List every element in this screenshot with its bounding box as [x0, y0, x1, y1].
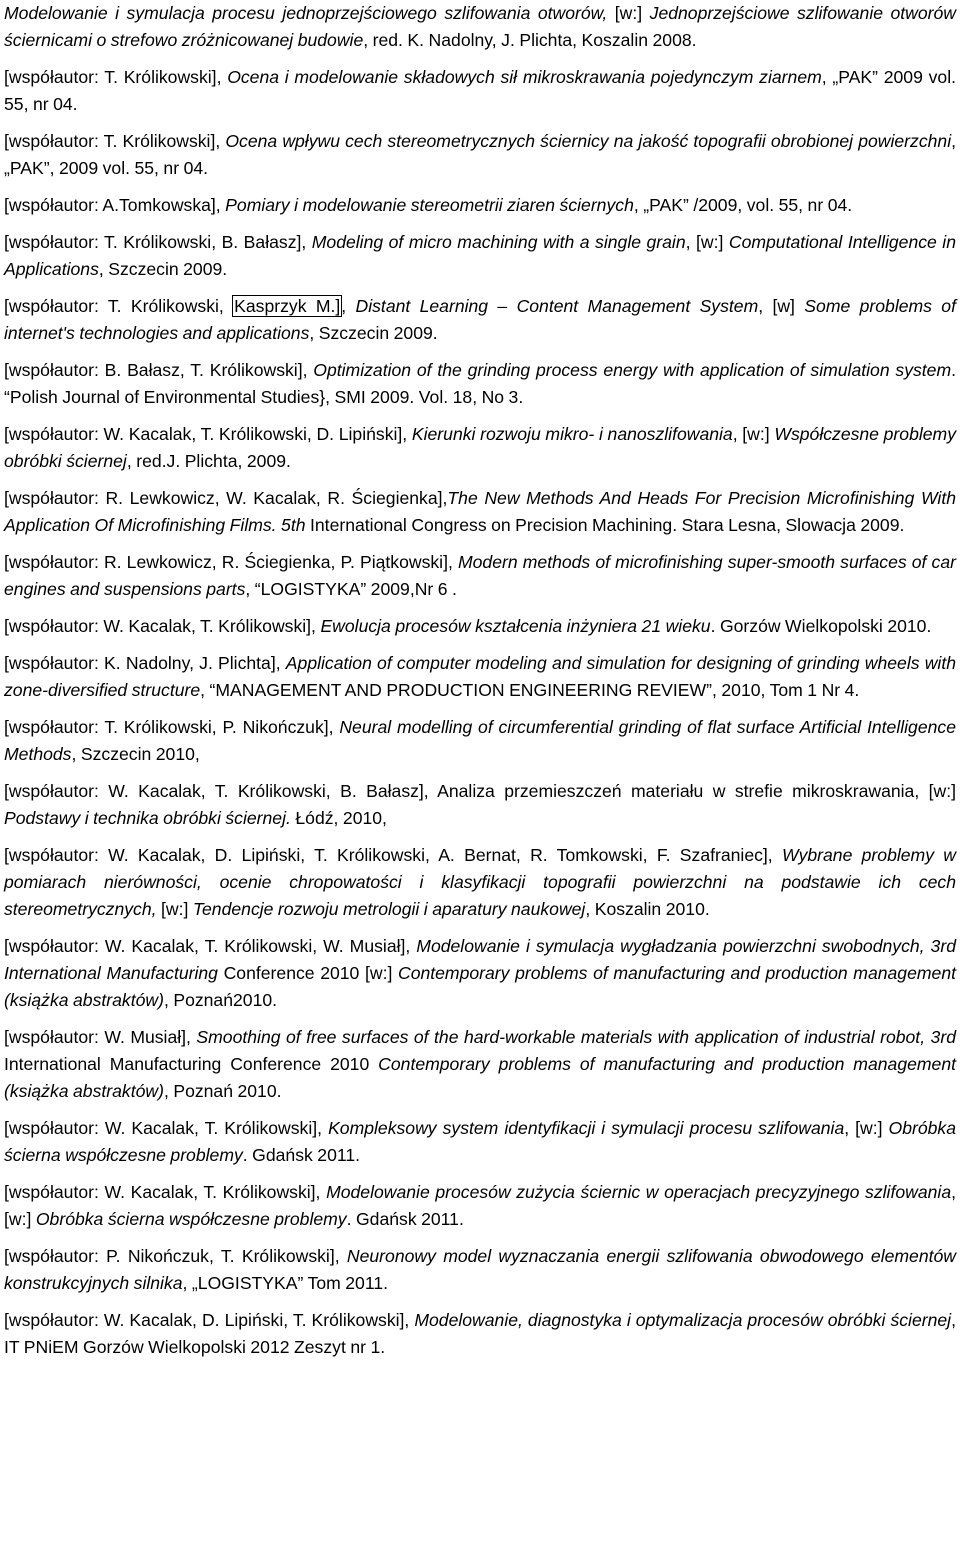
entry-text: [współautor: T. Królikowski, P. Nikończuk],: [4, 717, 340, 737]
bibliography-entry: [4, 0, 956, 54]
entry-title-italic: Ewolucja procesów kształcenia inżyniera 21 wieku: [320, 616, 711, 636]
bibliography-entry: [4, 613, 956, 640]
entry-text: , red.J. Plichta, 2009.: [126, 451, 291, 471]
entry-text: [współautor: T. Królikowski, B. Bałasz],: [4, 232, 312, 252]
bibliography-entry: [4, 1307, 956, 1361]
entry-text: Łódź, 2010,: [290, 808, 387, 828]
entry-text: [współautor: W. Kacalak, T. Królikowski],: [4, 1182, 327, 1202]
entry-text: [współautor: W. Kacalak, T. Królikowski, B. Bałasz], Analiza przemieszczeń materiału w strefie mikroskrawania, [w:]: [4, 781, 956, 801]
entry-text: , Szczecin 2009.: [98, 259, 228, 279]
bibliography-entry: [4, 842, 956, 923]
entry-text: [w:]: [156, 899, 193, 919]
entry-title-italic: Contemporary problems of manufacturing and production management (książka abstraktów): [4, 1054, 956, 1101]
entry-text: [współautor: W. Musiał],: [4, 1027, 197, 1047]
entry-text: , [w:]: [685, 232, 729, 252]
entry-text: [współautor: W. Kacalak, T. Królikowski, D. Lipiński],: [4, 424, 412, 444]
entry-title-italic: Ocena wpływu cech stereometrycznych ściernicy na jakość topografii obrobionej powierzchni: [225, 131, 952, 151]
bibliography-entry: [4, 933, 956, 1014]
entry-text: [współautor: B. Bałasz, T. Królikowski],: [4, 360, 314, 380]
entry-text: [współautor: P. Nikończuk, T. Królikowski],: [4, 1246, 347, 1266]
bibliography-entry: [4, 714, 956, 768]
entry-text: [współautor: R. Lewkowicz, R. Ściegienka, P. Piątkowski],: [4, 552, 458, 572]
bibliography-entry: [4, 778, 956, 832]
bibliography-entry: [4, 229, 956, 283]
entry-text: [współautor: T. Królikowski],: [4, 131, 226, 151]
entry-text: , Poznań2010.: [163, 990, 278, 1010]
entry-title-italic: Modelowanie i symulacja procesu jednoprzejściowego szlifowania otworów,: [4, 3, 615, 23]
entry-text: Conference 2010 [w:]: [217, 963, 398, 983]
entry-title-italic: Obróbka ścierna współczesne problemy: [4, 1118, 957, 1165]
entry-text: , “MANAGEMENT AND PRODUCTION ENGINEERING REVIEW”, 2010, Tom 1 Nr 4.: [200, 680, 860, 700]
entry-text: [współautor: R. Lewkowicz, W. Kacalak, R. Ściegienka],: [4, 488, 448, 508]
entry-title-italic: Wybrane problemy w pomiarach nierówności, ocenie chropowatości i klasyfikacji topografii powierzchni na podstawie ich cech stereometrycznych,: [4, 845, 956, 919]
bibliography-entry: [4, 421, 956, 475]
entry-text: , [w]: [758, 296, 805, 316]
entry-title-italic: Modelowanie, diagnostyka i optymalizacja procesów obróbki ściernej: [414, 1310, 952, 1330]
entry-title-italic: Smoothing of free surfaces of the hard-workable materials with application of industrial robot, 3rd: [196, 1027, 956, 1047]
entry-text: . “Polish Journal of Environmental Studies}, SMI 2009. Vol. 18, No 3.: [4, 360, 957, 407]
entry-title-italic: Tendencje rozwoju metrologii i aparatury naukowej: [192, 899, 586, 919]
entry-title-italic: Kierunki rozwoju mikro- i nanoszlifowania: [411, 424, 733, 444]
bibliography-entry: [4, 1179, 956, 1233]
entry-text: [współautor: W. Kacalak, T. Królikowski, W. Musiał],: [4, 936, 417, 956]
entry-text: , „PAK” /2009, vol. 55, nr 04.: [633, 195, 853, 215]
entry-title-italic: The New Methods And Heads For Precision Microfinishing With Application Of Microfinishing Films. 5th: [4, 488, 957, 535]
entry-title-italic: Modern methods of microfinishing super-smooth surfaces of car engines and suspensions parts: [4, 552, 956, 599]
entry-text: , [w:]: [732, 424, 775, 444]
entry-title-italic: Obróbka ścierna współczesne problemy: [35, 1209, 347, 1229]
entry-title-italic: Współczesne problemy obróbki ściernej: [4, 424, 957, 471]
entry-text: [współautor: K. Nadolny, J. Plichta],: [4, 653, 286, 673]
highlighted-author: Kasprzyk M.]: [234, 296, 341, 316]
entry-text: [współautor: W. Kacalak, T. Królikowski],: [4, 1118, 329, 1138]
entry-text: , Koszalin 2010.: [585, 899, 710, 919]
bibliography-entry: [4, 64, 956, 118]
entry-text: [współautor: W. Kacalak, T. Królikowski],: [4, 616, 321, 636]
bibliography-entry: [4, 128, 956, 182]
entry-text: , Szczecin 2009.: [309, 323, 438, 343]
entry-title-italic: Podstawy i technika obróbki ściernej.: [4, 808, 291, 828]
entry-text: [w:]: [614, 3, 650, 23]
entry-text: [współautor: W. Kacalak, D. Lipiński, T. Królikowski],: [4, 1310, 415, 1330]
entry-text: , [w:]: [4, 1182, 957, 1229]
entry-text: [współautor: W. Kacalak, D. Lipiński, T. Królikowski, A. Bernat, R. Tomkowski, F. Szafraniec],: [4, 845, 782, 865]
entry-title-italic: Application of computer modeling and simulation for designing of grinding wheels with zone-diversified structure: [4, 653, 957, 700]
entry-text: . Gdańsk 2011.: [346, 1209, 464, 1229]
entry-text: , „LOGISTYKA” Tom 2011.: [182, 1273, 388, 1293]
entry-title-italic: Modeling of micro machining with a single grain: [311, 232, 686, 252]
entry-title-italic: Kompleksowy system identyfikacji i symulacji procesu szlifowania: [328, 1118, 845, 1138]
entry-title-italic: Optimization of the grinding process energy with application of simulation system: [313, 360, 952, 380]
entry-text: , Poznań 2010.: [163, 1081, 282, 1101]
entry-title-italic: Neural modelling of circumferential grinding of flat surface Artificial Intelligence Methods: [4, 717, 956, 764]
bibliography-entry: [4, 1115, 956, 1169]
entry-title-italic: Pomiary i modelowanie stereometrii ziaren ściernych: [225, 195, 634, 215]
bibliography-entry: [4, 357, 956, 411]
entry-text: . Gdańsk 2011.: [242, 1145, 360, 1165]
bibliography-entry: [4, 192, 956, 219]
entry-text: , red. K. Nadolny, J. Plichta, Koszalin 2008.: [363, 30, 697, 50]
entry-title-italic: Jednoprzejściowe szlifowanie otworów ściernicami o strefowo zróżnicowanej budowie: [4, 3, 957, 50]
entry-text: , [w:]: [844, 1118, 889, 1138]
entry-text: , IT PNiEM Gorzów Wielkopolski 2012 Zeszyt nr 1.: [4, 1310, 956, 1357]
bibliography-entry: [4, 293, 956, 347]
entry-text: . Gorzów Wielkopolski 2010.: [710, 616, 932, 636]
entry-title-italic: Neuronowy model wyznaczania energii szlifowania obwodowego elementów konstrukcyjnych silnika: [4, 1246, 956, 1293]
entry-text: [współautor: T. Królikowski,: [4, 296, 234, 316]
entry-title-italic: Modelowanie i symulacja wygładzania powierzchni swobodnych, 3rd International Manufacturing: [4, 936, 956, 983]
entry-text: International Congress on Precision Machining. Stara Lesna, Slowacja 2009.: [305, 515, 905, 535]
entry-text: , „PAK” 2009 vol. 55, nr 04.: [4, 67, 956, 114]
entry-title-italic: Distant Learning – Content Management System: [355, 296, 759, 316]
bibliography-entry: [4, 650, 956, 704]
entry-text: , „PAK”, 2009 vol. 55, nr 04.: [4, 131, 956, 178]
entry-title-italic: Contemporary problems of manufacturing and production management (książka abstraktów): [4, 963, 956, 1010]
entry-text: [współautor: T. Królikowski],: [4, 67, 228, 87]
entry-text: ,: [341, 296, 356, 316]
entry-text: International Manufacturing Conference 2010: [4, 1054, 379, 1074]
entry-text: [współautor: A.Tomkowska],: [4, 195, 226, 215]
bibliography-entry: [4, 485, 956, 539]
bibliography-entry: [4, 1024, 956, 1105]
bibliography-entry: [4, 1243, 956, 1297]
entry-title-italic: Some problems of internet's technologies and applications: [4, 296, 956, 343]
entry-title-italic: Ocena i modelowanie składowych sił mikroskrawania pojedynczym ziarnem: [227, 67, 822, 87]
bibliography-entry: [4, 549, 956, 603]
entry-text: , “LOGISTYKA” 2009,Nr 6 .: [245, 579, 457, 599]
entry-title-italic: Modelowanie procesów zużycia ściernic w operacjach precyzyjnego szlifowania: [326, 1182, 952, 1202]
entry-text: , Szczecin 2010,: [71, 744, 200, 764]
entry-title-italic: Computational Intelligence in Applications: [4, 232, 957, 279]
